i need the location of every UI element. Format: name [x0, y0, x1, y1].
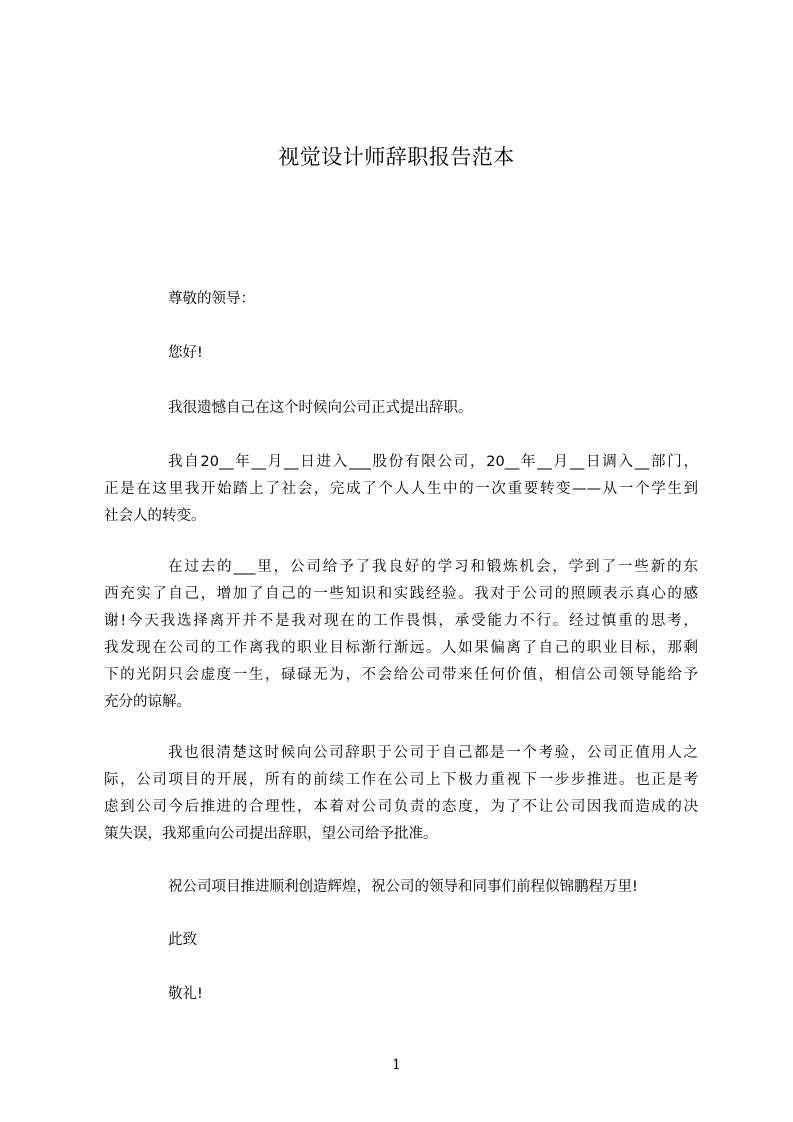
paragraph-2-line-2: 西充实了自己，增加了自己的一些知识和实践经验。我对于公司的照顾表示真心的感 — [104, 586, 698, 602]
paragraph-1-line-3: 社会人的转变。 — [104, 508, 206, 524]
paragraph-1-line-2: 正是在这里我开始踏上了社会，完成了个人人生中的一次重要转变——从一个学生到 — [104, 481, 698, 497]
paragraph-3-line-3: 虑到公司今后推进的合理性，本着对公司负责的态度，为了不让公司因我而造成的决 — [104, 799, 698, 815]
paragraph-2-line-4: 我发现在公司的工作离我的职业目标渐行渐远。人如果偏离了自己的职业目标，那剩 — [104, 640, 698, 656]
paragraph-2-line-5: 下的光阴只会虚度一生，碌碌无为，不会给公司带来任何价值，相信公司领导能给予 — [104, 667, 698, 683]
wishes-paragraph: 祝公司项目推进顺利创造辉煌，祝公司的领导和同事们前程似锦鹏程万里! — [168, 879, 638, 895]
paragraph-2-line-6: 充分的谅解。 — [104, 694, 191, 710]
paragraph-2-line-3: 谢!今天我选择离开并不是我对现在的工作畏惧，承受能力不行。经过慎重的思考， — [104, 613, 698, 629]
paragraph-3-line-1: 我也很清楚这时候向公司辞职于公司于自己都是一个考验，公司正值用人之 — [168, 745, 698, 761]
paragraph-3-line-4: 策失误，我郑重向公司提出辞职，望公司给予批准。 — [104, 826, 438, 842]
salutation: 尊敬的领导： — [168, 291, 255, 307]
closing-line-2: 敬礼! — [168, 986, 203, 1002]
paragraph-2-line-1: 在过去的___里，公司给予了我良好的学习和锻炼机会，学到了一些新的东 — [168, 559, 698, 575]
intro-paragraph: 我很遗憾自己在这个时候向公司正式提出辞职。 — [168, 400, 473, 416]
greeting: 您好! — [168, 345, 203, 361]
closing-line-1: 此致 — [168, 932, 197, 948]
page-number: 1 — [392, 1057, 401, 1073]
document-title: 视觉设计师辞职报告范本 — [278, 145, 515, 169]
paragraph-3-line-2: 际，公司项目的开展，所有的前续工作在公司上下极力重视下一步步推进。也正是考 — [104, 772, 698, 788]
paragraph-1-line-1: 我自20__年__月__日进入___股份有限公司，20__年__月__日调入__部门， — [168, 454, 698, 470]
